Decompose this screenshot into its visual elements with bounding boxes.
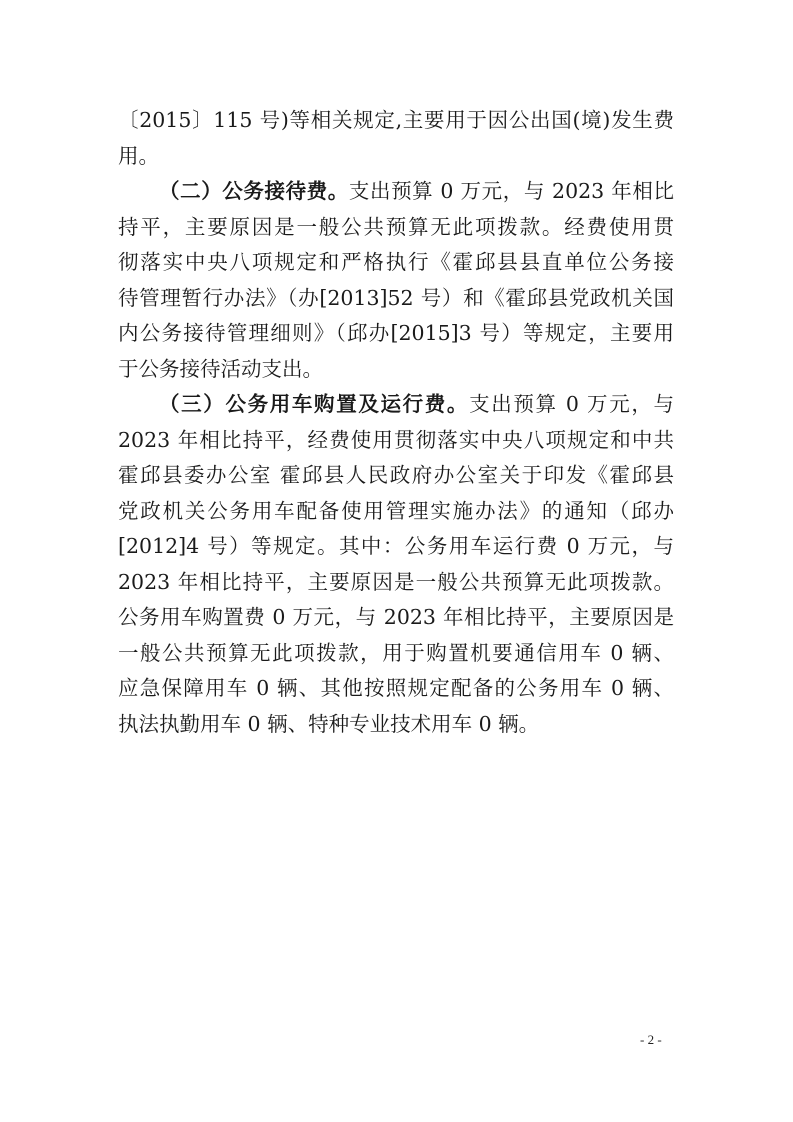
text-line: 霍邱县委办公室 霍邱县人民政府办公室关于印发《霍邱县 <box>118 463 674 487</box>
text-line <box>118 174 674 210</box>
document-body <box>118 103 674 742</box>
text-line: 于公务接待活动支出。 <box>118 356 323 381</box>
text-line: 彻落实中央八项规定和严格执行《霍邱县县直单位公务接 <box>118 250 674 274</box>
text-line: 待管理暂行办法》（办[2013]52 号）和《霍邱县党政机关国 <box>118 285 674 310</box>
text-line: 持平，主要原因是一般公共预算无此项拨款。经费使用贯 <box>118 214 674 239</box>
text-line: 〔2015〕115 号)等相关规定,主要用于因公出国(境)发生费 <box>118 108 674 132</box>
section-heading-reception: （二）公务接待费。 <box>159 179 349 203</box>
section-heading-vehicle: （三）公务用车购置及运行费。 <box>159 392 470 416</box>
text-line: 2023 年相比持平，经费使用贯彻落实中央八项规定和中共 <box>118 427 674 452</box>
paragraph-intro <box>118 103 674 174</box>
text-segment: 支出预算 0 万元，与 2023 年相比 <box>348 179 675 203</box>
text-line: 用。 <box>118 143 159 168</box>
text-line: [2012]4 号）等规定。其中：公务用车运行费 0 万元，与 <box>118 534 674 558</box>
text-line <box>118 387 674 423</box>
text-line: 公务用车购置费 0 万元，与 2023 年相比持平，主要原因是 <box>118 605 674 629</box>
section-reception-fee <box>118 174 674 387</box>
text-segment: 支出预算 0 万元，与 <box>469 392 675 416</box>
text-line: 一般公共预算无此项拨款，用于购置机要通信用车 0 辆、 <box>118 640 674 665</box>
text-line: 内公务接待管理细则》（邱办[2015]3 号）等规定，主要用 <box>118 321 674 345</box>
text-line: 2023 年相比持平，主要原因是一般公共预算无此项拨款。 <box>118 569 674 594</box>
section-vehicle-fee <box>118 387 674 742</box>
text-line: 党政机关公务用车配备使用管理实施办法》的通知（邱办 <box>118 498 674 523</box>
page-number: - 2 - <box>640 1032 662 1047</box>
text-line: 执法执勤用车 0 辆、特种专业技术用车 0 辆。 <box>118 711 540 736</box>
text-line: 应急保障用车 0 辆、其他按照规定配备的公务用车 0 辆、 <box>118 676 674 700</box>
